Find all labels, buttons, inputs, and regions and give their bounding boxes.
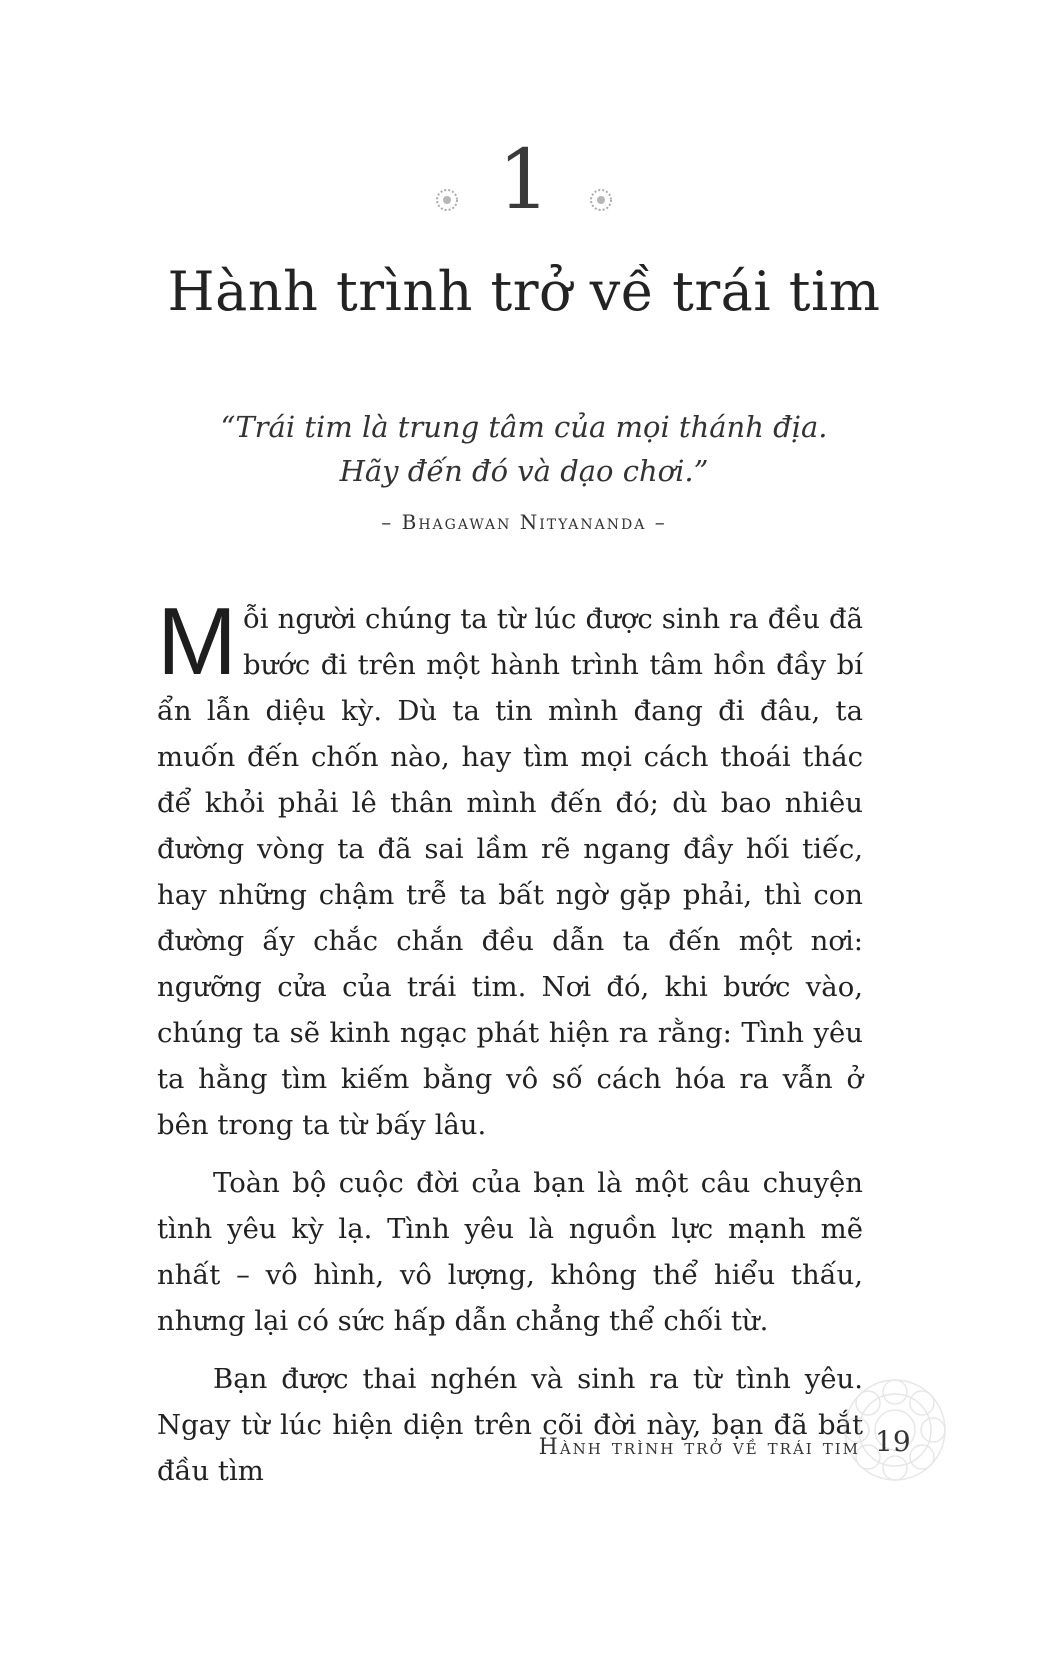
epigraph-line-2: Hãy đến đó và dạo chơi.” — [339, 454, 709, 488]
drop-cap: M — [157, 588, 237, 695]
paragraph-1 — [157, 588, 863, 1148]
ornament-right-icon — [586, 185, 616, 215]
running-head: Hành trình trở về trái tim — [538, 1435, 860, 1460]
page-number: 19 — [875, 1425, 911, 1458]
chapter-number: 1 — [497, 133, 551, 228]
paragraph-3: Bạn được thai nghén và sinh ra từ tình yêu. Ngay từ lúc hiện diện trên cõi đời này, bạn đã bắt đầu tìm — [157, 1363, 863, 1487]
paragraph-2: Toàn bộ cuộc đời của bạn là một câu chuyện tình yêu kỳ lạ. Tình yêu là nguồn lực mạnh mẽ nhất – vô hình, vô lượng, không thể hiểu thấu, nhưng lại có sức hấp dẫn chẳng thể chối từ. — [157, 1167, 863, 1337]
ornament-left-icon — [432, 185, 462, 215]
chapter-heading — [0, 133, 1048, 228]
paragraph-1-text: ỗi người chúng ta từ lúc được sinh ra đều đã bước đi trên một hành trình tâm hồn đầy bí ẩn lẫn diệu kỳ. Dù ta tin mình đang đi đâu, ta muốn đến chốn nào, hay tìm mọi cách thoái thác để khỏi phải lê thân mình đến đó; dù bao nhiêu đường vòng ta đã sai lầm rẽ ngang đầy hối tiếc, hay những chậm trễ ta bất ngờ gặp phải, thì con đường ấy chắc chắn đều dẫn ta đến một nơi: ngưỡng cửa của trái tim. Nơi đó, khi bước vào, chúng ta sẽ kinh ngạc phát hiện ra rằng: Tình yêu ta hằng tìm kiếm bằng vô số cách hóa ra vẫn ở bên trong ta từ bấy lâu. — [157, 603, 863, 1141]
page-footer — [0, 1415, 1048, 1475]
chapter-title: Hành trình trở về trái tim — [167, 260, 881, 323]
body-text — [157, 588, 863, 1506]
epigraph-attribution: – Bhagawan Nityananda – — [381, 510, 667, 534]
epigraph — [0, 405, 1048, 493]
epigraph-line-1: “Trái tim là trung tâm của mọi thánh địa. — [220, 410, 828, 444]
